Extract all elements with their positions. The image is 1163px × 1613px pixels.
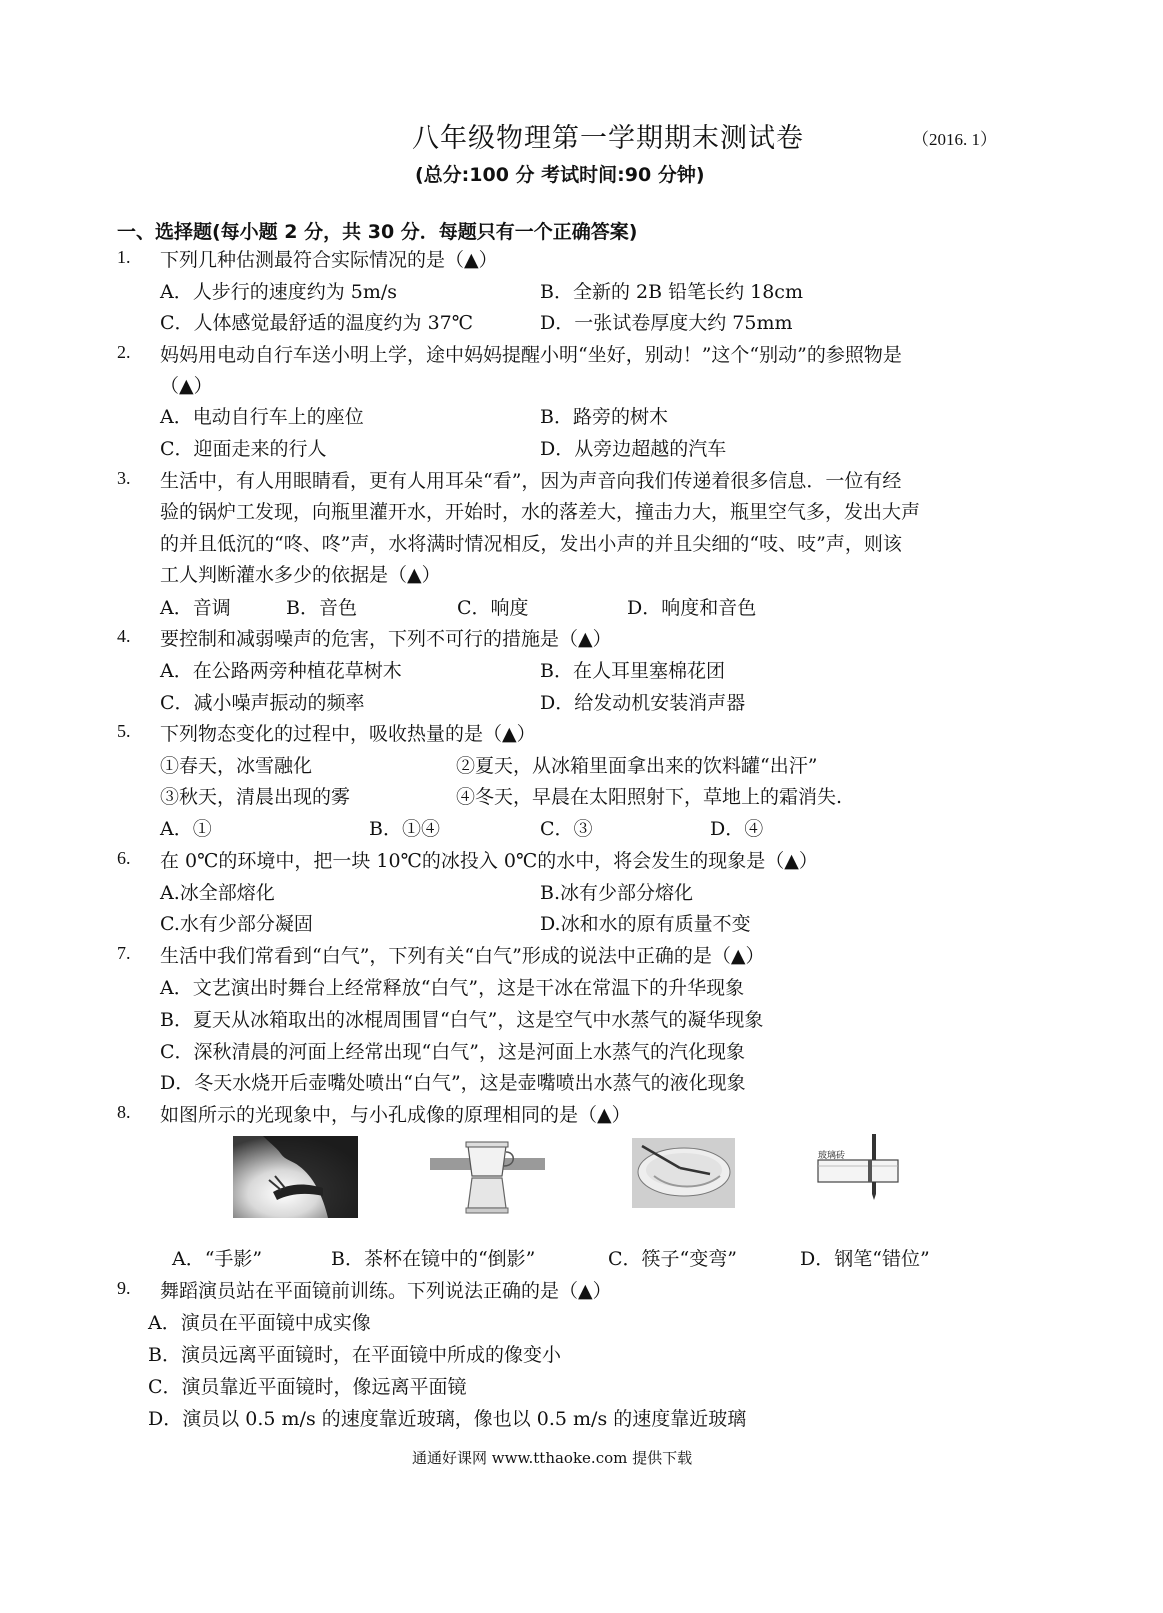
option-a: A．电动自行车上的座位 xyxy=(160,406,364,428)
option-d: D．从旁边超越的汽车 xyxy=(540,438,727,460)
option-a: A．① xyxy=(160,818,212,840)
option-d: D．演员以 0.5 m/s 的速度靠近玻璃，像也以 0.5 m/s 的速度靠近玻璃 xyxy=(148,1408,747,1430)
question-stem: 生活中，有人用眼睛看，更有人用耳朵“看”，因为声音向我们传递着很多信息．一位有经 xyxy=(160,470,902,492)
option-b: B．①④ xyxy=(369,818,440,840)
statement-2: ②夏天，从冰箱里面拿出来的饮料罐“出汗” xyxy=(456,755,818,777)
option-c: C．迎面走来的行人 xyxy=(160,438,327,460)
option-a: A．文艺演出时舞台上经常释放“白气”，这是干冰在常温下的升华现象 xyxy=(160,977,745,999)
option-a: A．演员在平面镜中成实像 xyxy=(148,1312,371,1334)
option-a: A.冰全部熔化 xyxy=(160,882,275,904)
option-c: C．演员靠近平面镜时，像远离平面镜 xyxy=(148,1376,467,1398)
question-stem: 生活中我们常看到“白气”，下列有关“白气”形成的说法中正确的是（▲） xyxy=(160,945,765,967)
option-b: B．路旁的树木 xyxy=(540,406,668,428)
option-b: B．全新的 2B 铅笔长约 18cm xyxy=(540,281,803,303)
option-d: D．④ xyxy=(710,818,764,840)
option-a: A．在公路两旁种植花草树木 xyxy=(160,660,402,682)
question-number: 8. xyxy=(117,1102,131,1122)
option-c: C．人体感觉最舒适的温度约为 37℃ xyxy=(160,312,474,334)
question-stem-cont: 验的锅炉工发现，向瓶里灌开水，开始时，水的落差大，撞击力大，瓶里空气多，发出大声 xyxy=(160,501,921,523)
chopstick-bowl-image xyxy=(632,1138,735,1208)
option-b: B．茶杯在镜中的“倒影” xyxy=(331,1248,536,1270)
option-a: A．音调 xyxy=(160,597,231,619)
question-stem: 下列几种估测最符合实际情况的是（▲） xyxy=(160,249,498,271)
option-c: C．响度 xyxy=(457,597,529,619)
statement-3: ③秋天，清晨出现的雾 xyxy=(160,786,351,808)
question-number: 3. xyxy=(117,468,131,488)
option-c: C．减小噪声振动的频率 xyxy=(160,692,365,714)
pen-glass-brick-image xyxy=(810,1132,902,1204)
teacup-reflection-image xyxy=(430,1136,545,1218)
option-b: B.冰有少部分熔化 xyxy=(540,882,694,904)
question-stem-cont: 工人判断灌水多少的依据是（▲） xyxy=(160,564,441,586)
question-number: 4. xyxy=(117,626,131,646)
question-number: 2. xyxy=(117,342,131,362)
option-c: C．筷子“变弯” xyxy=(608,1248,737,1270)
question-stem: 要控制和减弱噪声的危害，下列不可行的措施是（▲） xyxy=(160,628,612,650)
glass-brick-label: 玻璃砖 xyxy=(818,1151,846,1161)
question-stem: 下列物态变化的过程中，吸收热量的是（▲） xyxy=(160,723,536,745)
option-d: D．给发动机安装消声器 xyxy=(540,692,746,714)
option-d: D．响度和音色 xyxy=(627,597,757,619)
option-d: D．一张试卷厚度大约 75mm xyxy=(540,312,793,334)
option-b: B．夏天从冰箱取出的冰棍周围冒“白气”，这是空气中水蒸气的凝华现象 xyxy=(160,1009,764,1031)
option-d: D．钢笔“错位” xyxy=(800,1248,930,1270)
option-c: C.水有少部分凝固 xyxy=(160,913,313,935)
option-b: B．在人耳里塞棉花团 xyxy=(540,660,725,682)
question-stem: 舞蹈演员站在平面镜前训练。下列说法正确的是（▲） xyxy=(160,1280,612,1302)
question-stem: 妈妈用电动自行车送小明上学，途中妈妈提醒小明“坐好，别动！”这个“别动”的参照物是 xyxy=(160,344,902,366)
section-heading: 一、选择题(每小题 2 分，共 30 分．每题只有一个正确答案) xyxy=(117,221,638,243)
option-c: C．③ xyxy=(540,818,593,840)
option-a: A．人步行的速度约为 5m/s xyxy=(160,281,398,303)
exam-date: （2016. 1） xyxy=(912,130,997,149)
exam-subtitle: (总分:100 分 考试时间:90 分钟) xyxy=(415,164,705,186)
option-b: B．演员远离平面镜时，在平面镜中所成的像变小 xyxy=(148,1344,561,1366)
question-number: 1. xyxy=(117,247,131,267)
statement-4: ④冬天，早晨在太阳照射下，草地上的霜消失. xyxy=(456,786,843,808)
option-b: B．音色 xyxy=(286,597,357,619)
statement-1: ①春天，冰雪融化 xyxy=(160,755,313,777)
option-c: C．深秋清晨的河面上经常出现“白气”，这是河面上水蒸气的汽化现象 xyxy=(160,1041,745,1063)
question-number: 9. xyxy=(117,1278,131,1298)
question-number: 5. xyxy=(117,721,131,741)
question-stem-cont: 的并且低沉的“咚、咚”声，水将满时情况相反，发出小声的并且尖细的“吱、吱”声，则该 xyxy=(160,533,902,555)
question-stem: 在 0℃的环境中，把一块 10℃的冰投入 0℃的水中，将会发生的现象是（▲） xyxy=(160,850,818,872)
exam-title: 八年级物理第一学期期末测试卷 xyxy=(412,123,804,154)
footer-text: 通通好课网 www.tthaoke.com 提供下载 xyxy=(412,1449,693,1467)
hand-shadow-image xyxy=(233,1136,358,1218)
question-stem-cont: （▲） xyxy=(160,375,213,397)
question-number: 6. xyxy=(117,848,131,868)
question-number: 7. xyxy=(117,943,131,963)
option-d: D.冰和水的原有质量不变 xyxy=(540,913,751,935)
option-d: D．冬天水烧开后壶嘴处喷出“白气”，这是壶嘴喷出水蒸气的液化现象 xyxy=(160,1072,746,1094)
option-a: A．“手影” xyxy=(172,1248,263,1270)
question-stem: 如图所示的光现象中，与小孔成像的原理相同的是（▲） xyxy=(160,1104,631,1126)
